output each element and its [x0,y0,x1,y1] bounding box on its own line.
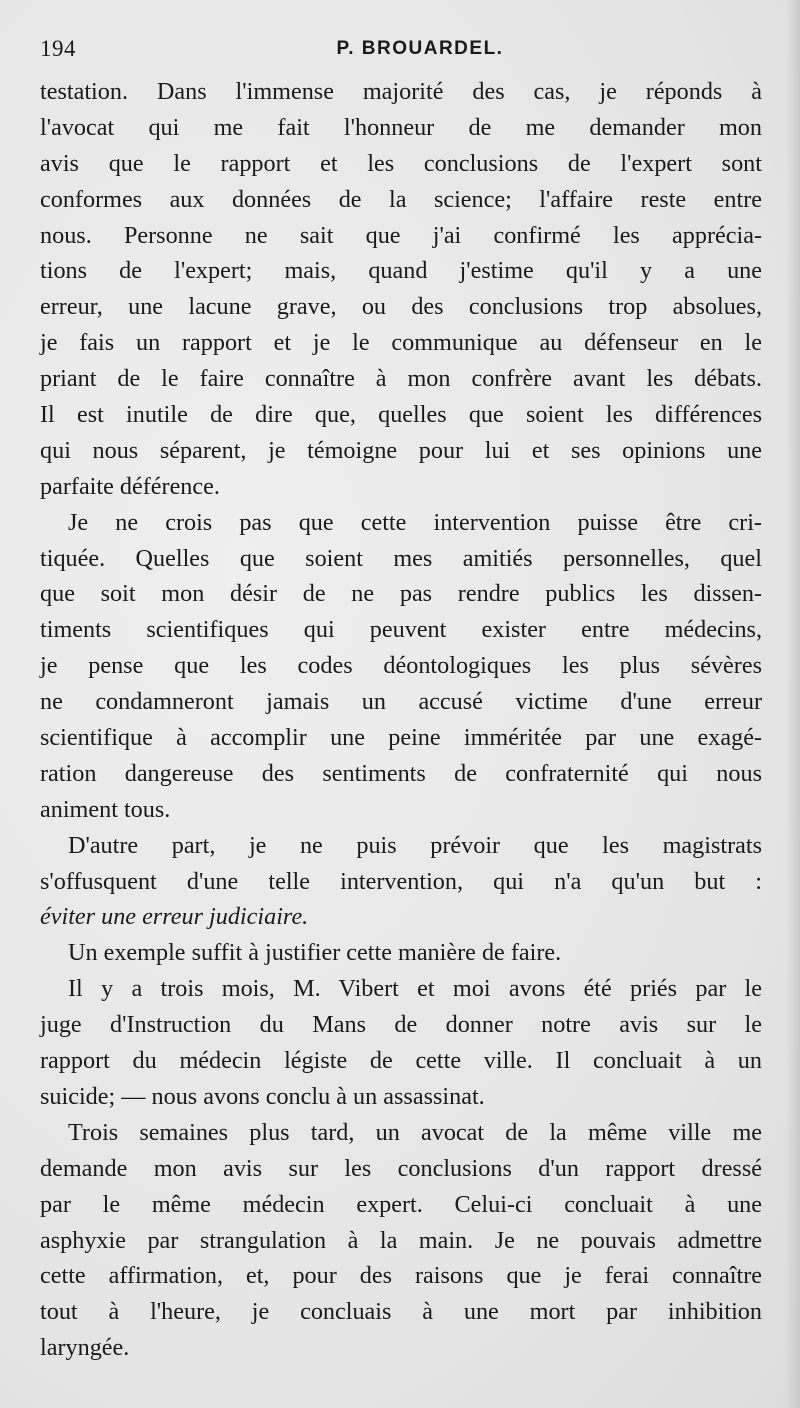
paragraph-6 [40,1115,762,1366]
text-line: parfaite déférence. [40,472,220,500]
text-line: tiquée. Quelles que soient mes amitiés personnelles, quel [40,544,762,572]
text-line: suicide; — nous avons conclu à un assassinat. [40,1082,485,1110]
text-line: je fais un rapport et je le communique au défenseur en le [40,329,762,357]
paragraph-2 [40,505,762,828]
text-line: D'autre part, je ne puis prévoir que les magistrats [68,831,762,859]
text-line: par le même médecin expert. Celui-ci concluait à une [40,1190,762,1218]
text-line: Il y a trois mois, M. Vibert et moi avons été priés par le [68,975,762,1003]
text-line: juge d'Instruction du Mans de donner notre avis sur le [40,1011,762,1039]
text-line: ration dangereuse des sentiments de confraternité qui nous [40,759,762,787]
text-line: demande mon avis sur les conclusions d'un rapport dressé [40,1154,762,1182]
text-line: priant de le faire connaître à mon confrère avant les débats. [40,365,762,393]
italic-text-line: éviter une erreur judiciaire. [40,903,309,931]
text-line: que soit mon désir de ne pas rendre publics les dissen- [40,580,762,608]
paragraph-1 [40,74,762,505]
text-line: nous. Personne ne sait que j'ai confirmé les apprécia- [40,221,762,249]
running-head: P. BROUARDEL. [336,38,504,59]
text-line: qui nous séparent, je témoigne pour lui et ses opinions une [40,436,762,464]
text-line: animent tous. [40,795,171,823]
text-line: Il est inutile de dire que, quelles que soient les différences [40,401,762,429]
paragraph-4 [40,935,762,971]
paragraph-5 [40,971,762,1115]
text-line: Un exemple suffit à justifier cette manière de faire. [68,939,562,967]
body-text [40,74,762,1366]
text-line: timents scientifiques qui peuvent exister entre médecins, [40,616,762,644]
page-number: 194 [40,36,76,61]
text-line: asphyxie par strangulation à la main. Je ne pouvais admettre [40,1226,762,1254]
text-line: conformes aux données de la science; l'affaire reste entre [40,185,762,213]
text-line: laryngée. [40,1334,130,1362]
paragraph-3 [40,828,762,936]
text-line: tout à l'heure, je concluais à une mort par inhibition [40,1298,762,1326]
text-line: s'offusquent d'une telle intervention, qui n'a qu'un but : [40,867,762,895]
text-line: ne condamneront jamais un accusé victime d'une erreur [40,688,762,716]
text-line: je pense que les codes déontologiques les plus sévères [40,652,762,680]
text-line: scientifique à accomplir une peine imméritée par une exagé- [40,724,762,752]
page-header [40,36,760,66]
text-line: testation. Dans l'immense majorité des cas, je réponds à [40,78,762,105]
text-line: avis que le rapport et les conclusions de l'expert sont [40,149,762,177]
text-line: l'avocat qui me fait l'honneur de me demander mon [40,113,762,141]
text-line: Trois semaines plus tard, un avocat de la même ville me [68,1118,762,1146]
text-line: cette affirmation, et, pour des raisons que je ferai connaître [40,1262,762,1290]
text-line: rapport du médecin légiste de cette ville. Il concluait à un [40,1047,762,1075]
text-line: erreur, une lacune grave, ou des conclusions trop absolues, [40,293,762,321]
text-line: Je ne crois pas que cette intervention puisse être cri- [68,508,762,536]
text-line: tions de l'expert; mais, quand j'estime qu'il y a une [40,257,762,285]
